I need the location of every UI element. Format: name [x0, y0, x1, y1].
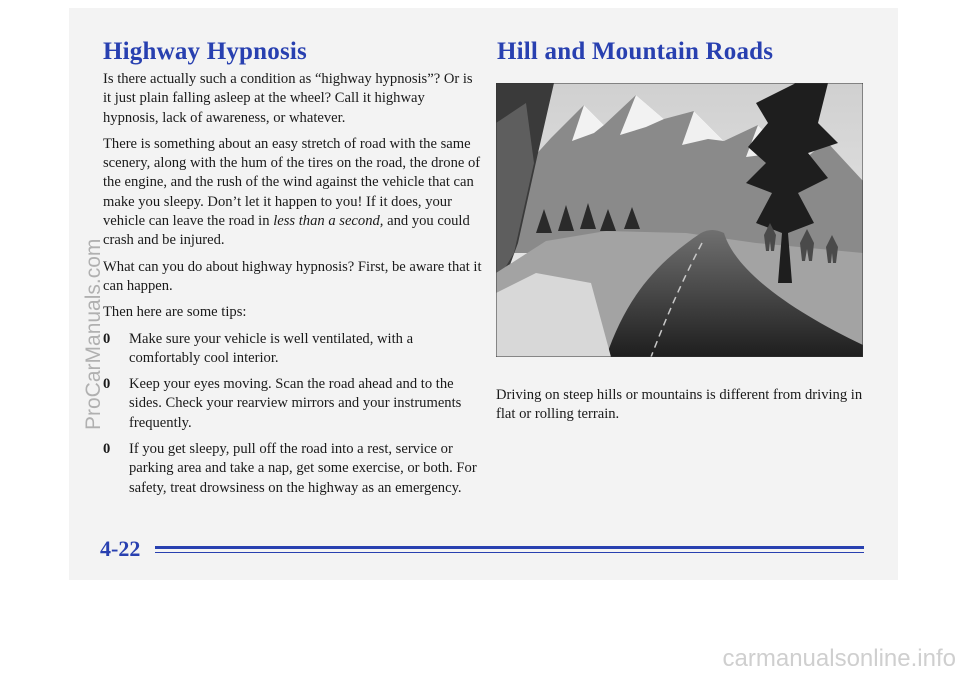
emphasis-less-than-a-second: less than a second, — [273, 213, 384, 230]
page-number: 4-22 — [100, 536, 141, 561]
tip-text: If you get sleepy, pull off the road into a rest, service or parking area and take a nap, get some exercise, or both. For safety, treat drowsiness on the highway as an emergency. — [129, 441, 477, 496]
tip-text: Keep your eyes moving. Scan the road ahead and to the sides. Check your rearview mirrors and your instruments frequently. — [129, 376, 462, 431]
paragraph-scenery — [103, 135, 483, 251]
paragraph-scenery-text: There is something about an easy stretch of road with the same scenery, along with the hum of the tires on the road, the drone of the engine, and the rush of the wind against the vehicle that can make you sleepy. Don’t let it happen to you! If it does, your vehicle can leave the road in — [103, 135, 481, 230]
paragraph-intro: Is there actually such a condition as “highway hypnosis”? Or is it just plain falling asleep at the wheel? Call it highway hypnosis, lack of awareness, or whatever. — [103, 71, 473, 126]
tip-item — [103, 330, 483, 369]
paragraph-tips-intro: Then here are some tips: — [103, 304, 247, 321]
left-column — [103, 70, 483, 505]
footer-rule — [155, 546, 864, 549]
footer-rule-thin — [155, 552, 864, 553]
bottom-watermark: carmanualsonline.info — [722, 645, 956, 672]
tip-item — [103, 375, 483, 433]
bullet-glyph: 0 — [103, 330, 111, 347]
bullet-glyph: 0 — [103, 441, 111, 458]
tip-item — [103, 440, 483, 498]
heading-highway-hypnosis: Highway Hypnosis — [103, 38, 307, 65]
mountain-road-illustration — [496, 83, 863, 357]
side-watermark: ProCarManuals.com — [82, 238, 105, 430]
hill-roads-caption: Driving on steep hills or mountains is different from driving in flat or rolling terrain. — [496, 387, 863, 423]
tips-list — [103, 330, 483, 498]
paragraph-what-can-you-do: What can you do about highway hypnosis? First, be aware that it can happen. — [103, 258, 482, 294]
heading-hill-mountain-roads: Hill and Mountain Roads — [497, 38, 774, 65]
tip-text: Make sure your vehicle is well ventilated, with a comfortably cool interior. — [129, 330, 414, 366]
bullet-glyph: 0 — [103, 376, 111, 393]
paragraph-scenery-end: and you could crash and be injured. — [103, 213, 470, 249]
